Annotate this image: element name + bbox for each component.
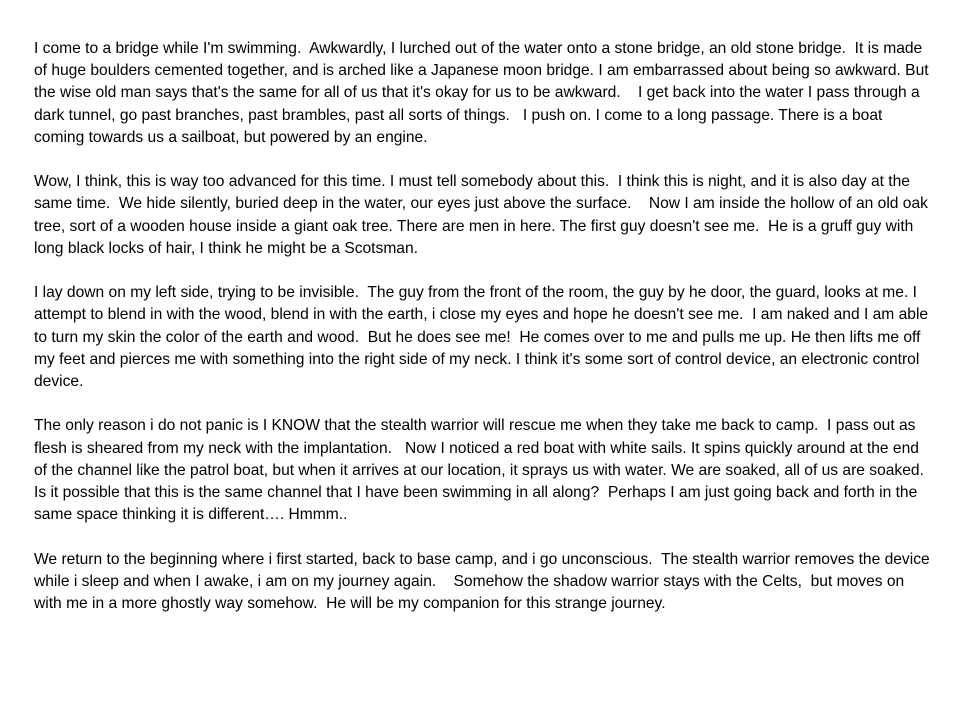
paragraph-base-camp: We return to the beginning where i first started, back to base camp, and i go unconscious. The stealth warrior removes the device while i sleep and when I awake, i am on my journey again. Somehow the shadow warrior stays with the Celts, but moves on with me in a more ghostly way somehow. He will be my companion for this strange journey. <box>34 550 935 613</box>
paragraph-bridge: I come to a bridge while I'm swimming. Awkwardly, I lurched out of the water onto a stone bridge, an old stone bridge. It is made of huge boulders cemented together, and is arched like a Japanese moon bridge. I am embarrassed about being so awkward. But the wise old man says that's the same for all of us that it's okay for us to be awkward. I get back into the water I pass through a dark tunnel, go past branches, past brambles, past all sorts of things. I push on. I come to a long passage. There is a boat coming towards us a sailboat, but powered by an engine. <box>34 40 933 146</box>
paragraph-guard: I lay down on my left side, trying to be invisible. The guy from the front of the room, the guy by he door, the guard, looks at me. I attempt to blend in with the wood, blend in with the earth, i close my eyes and hope he doesn't see me. I am naked and I am able to turn my skin the color of the earth and wood. But he does see me! He comes over to me and pulls me up. He then lifts me off my feet and pierces me with something into the right side of my neck. I think it's some sort of control device, an electronic control device. <box>34 284 933 391</box>
story-text <box>34 38 934 615</box>
paragraph-oak-tree: Wow, I think, this is way too advanced for this time. I must tell somebody about this. I think this is night, and it is also day at the same time. We hide silently, buried deep in the water, our eyes just above the surface. Now I am inside the hollow of an old oak tree, sort of a wooden house inside a giant oak tree. There are men in here. The first guy doesn't see me. He is a gruff guy with long black locks of hair, I think he might be a Scotsman. <box>34 173 933 257</box>
paragraph-red-boat: The only reason i do not panic is I KNOW that the stealth warrior will rescue me when they take me back to camp. I pass out as flesh is sheared from my neck with the implantation. Now I noticed a red boat with white sails. It spins quickly around at the end of the channel like the patrol boat, but when it arrives at our location, it sprays us with water. We are soaked, all of us are soaked. Is it possible that this is the same channel that I have been swimming in all along? Perhaps I am just going back and forth in the same space thinking it is different…. Hmmm.. <box>34 417 933 524</box>
